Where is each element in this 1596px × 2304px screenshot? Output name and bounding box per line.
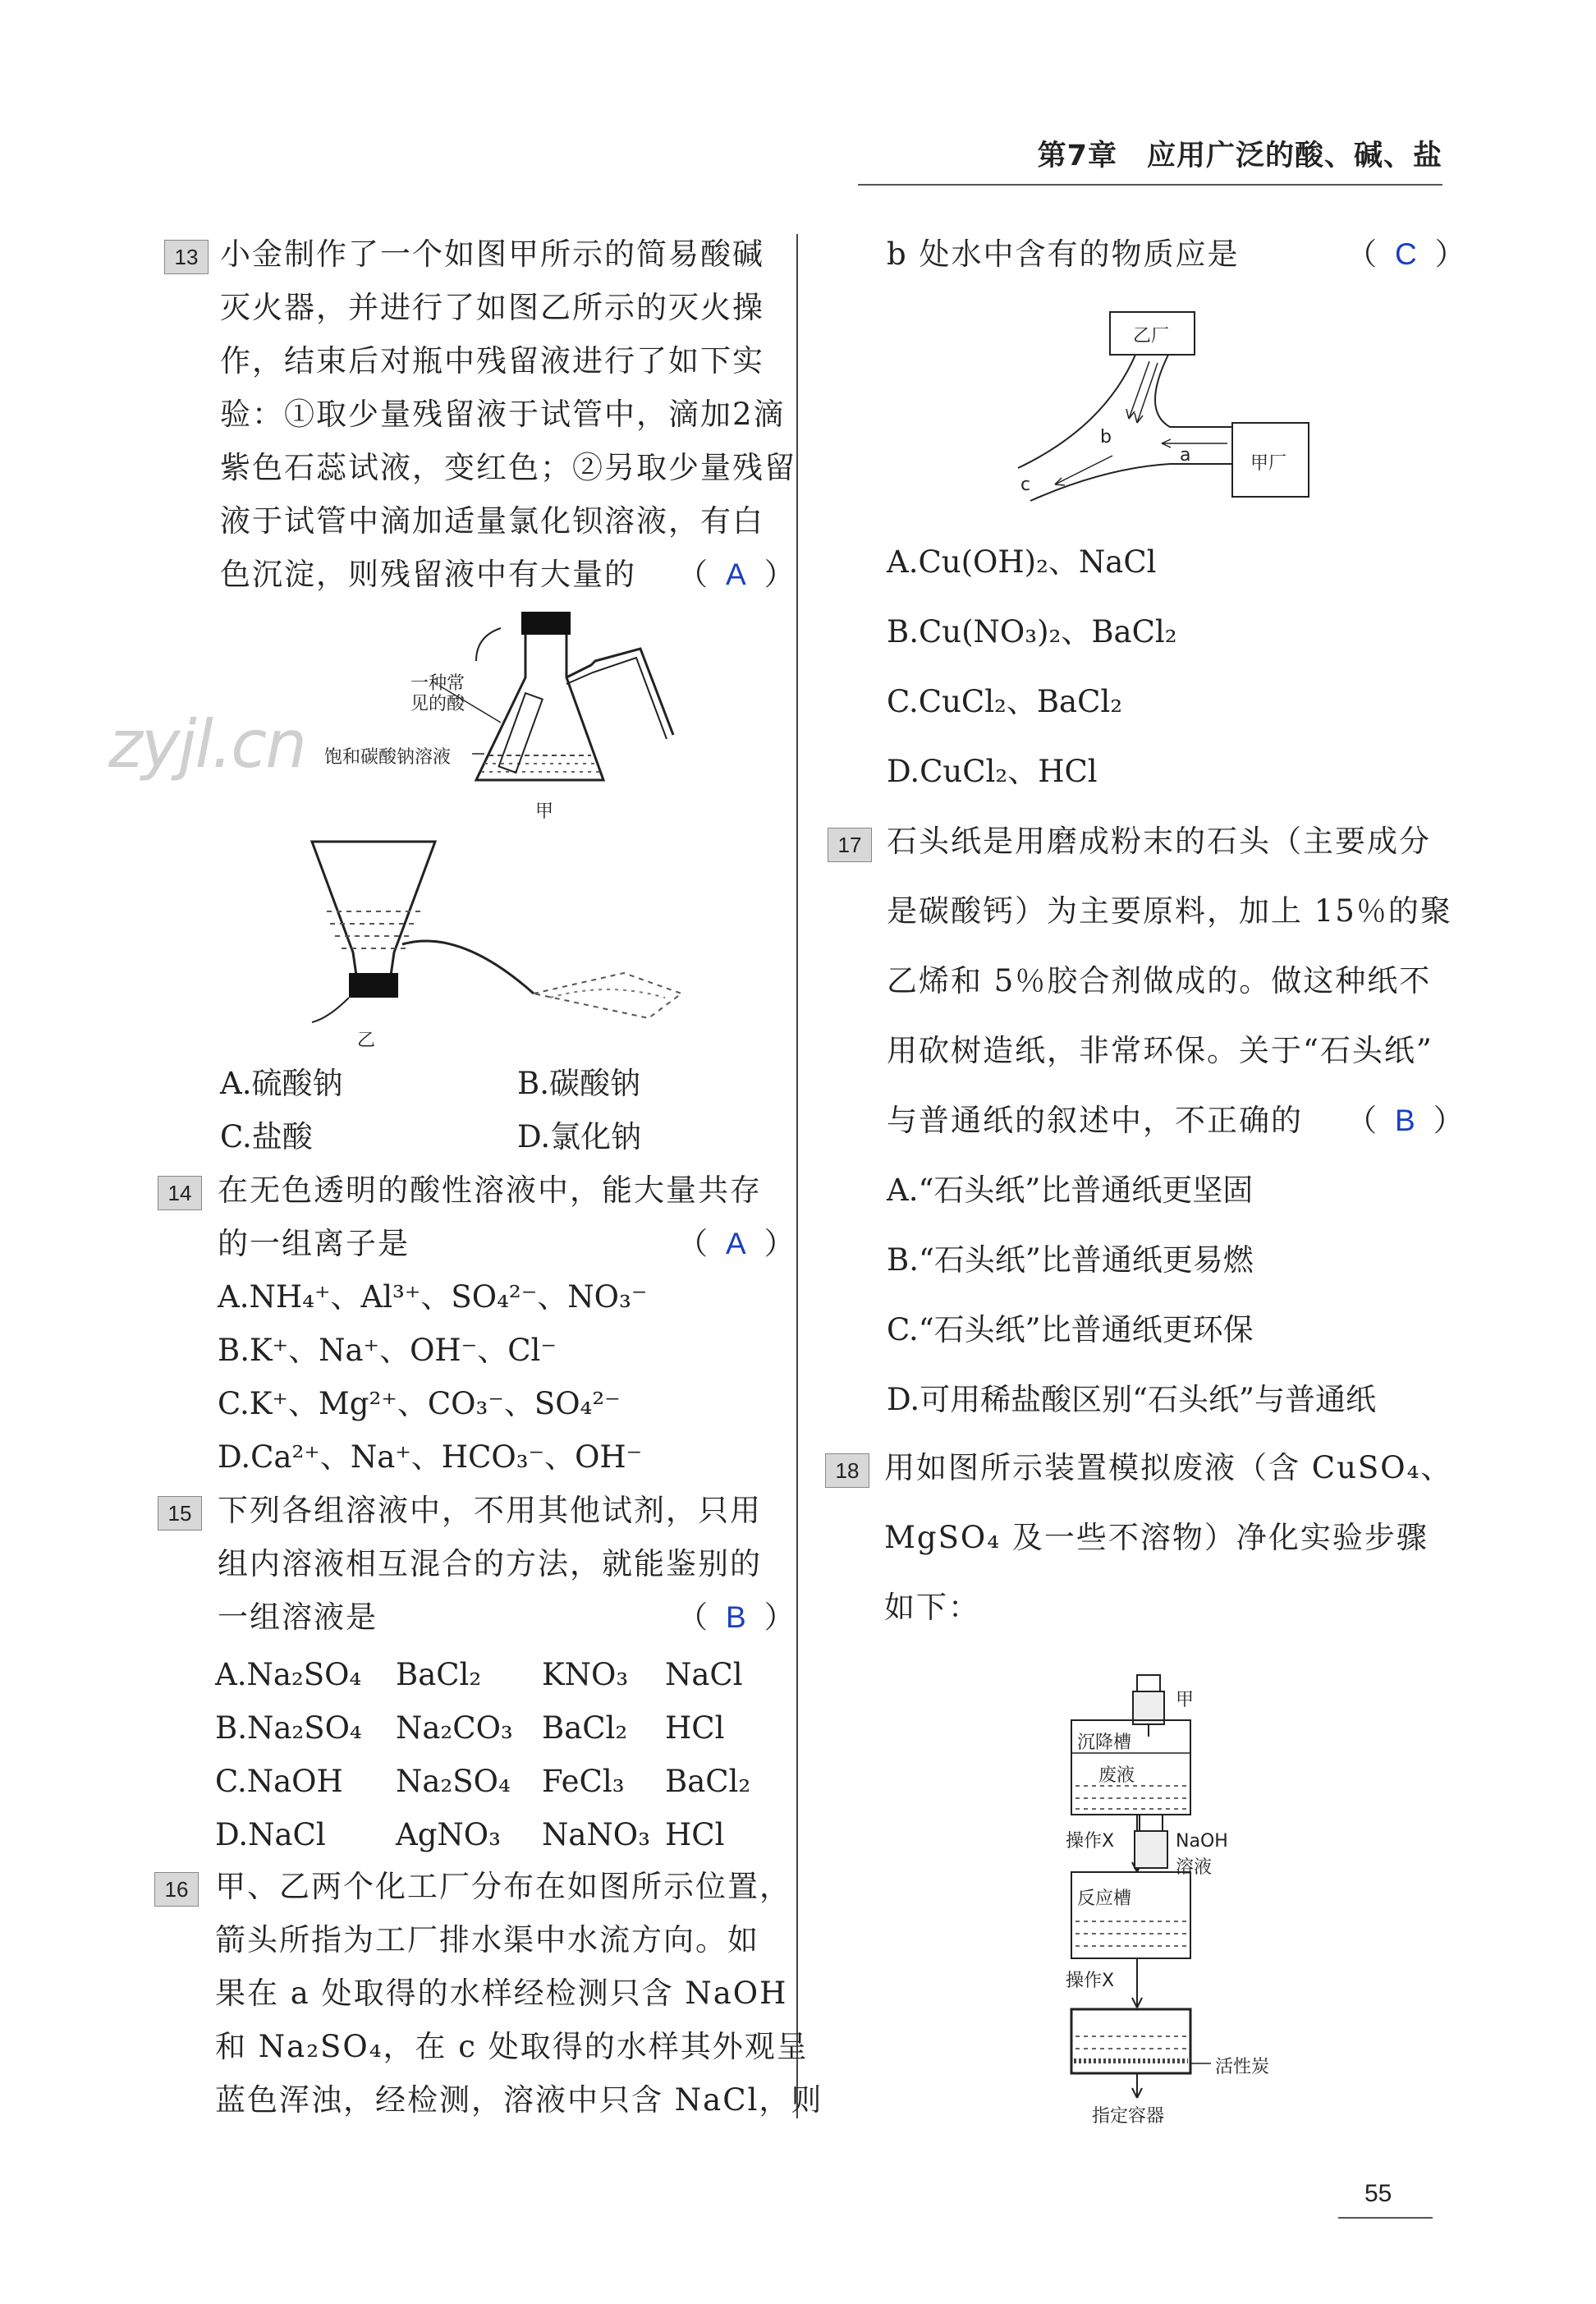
header-rule bbox=[858, 184, 1442, 186]
answer-bracket: （ B ） bbox=[1346, 1103, 1464, 1138]
option: D.CuCl₂、HCl bbox=[887, 754, 1098, 789]
factory-diagram bbox=[1006, 304, 1334, 509]
option: B.碳酸钠 bbox=[517, 1066, 640, 1101]
figure-caption: 甲 bbox=[535, 801, 554, 822]
column-divider bbox=[796, 234, 798, 2118]
question-number: 14 bbox=[158, 1176, 202, 1210]
question-number: 16 bbox=[154, 1872, 199, 1907]
page-number: 55 bbox=[1364, 2180, 1392, 2207]
label-container: 指定容器 bbox=[1092, 2106, 1165, 2127]
answer-bracket: （ C ） bbox=[1346, 236, 1465, 272]
label-settle-tank: 沉降槽 bbox=[1077, 1733, 1132, 1753]
question-text: 一组溶液是 bbox=[218, 1599, 378, 1635]
question-text: 的一组离子是 bbox=[218, 1226, 410, 1261]
option: A.Cu(OH)₂、NaCl bbox=[887, 544, 1157, 580]
option: C.“石头纸”比普通纸更环保 bbox=[887, 1312, 1254, 1347]
question-text: 与普通纸的叙述中，不正确的 bbox=[887, 1103, 1303, 1138]
figure-yi bbox=[296, 829, 706, 1059]
flask-diagram bbox=[312, 604, 690, 825]
option-cell: B.Na₂SO₄ bbox=[215, 1710, 362, 1746]
label-naoh: NaOH bbox=[1176, 1831, 1228, 1852]
answer-value: A bbox=[726, 558, 746, 591]
label-jia: 甲 bbox=[1176, 1690, 1195, 1710]
option-cell: NaCl bbox=[665, 1657, 743, 1692]
label-carbon: 活性炭 bbox=[1215, 2057, 1270, 2077]
answer-bracket: （ A ） bbox=[677, 1226, 795, 1261]
question-text: 色沉淀，则残留液中有大量的 bbox=[220, 557, 636, 592]
option: B.K⁺、Na⁺、OH⁻、Cl⁻ bbox=[218, 1333, 557, 1368]
option: D.Ca²⁺、Na⁺、HCO₃⁻、OH⁻ bbox=[218, 1439, 643, 1475]
question-text: 石头纸是用磨成粉末的石头（主要成分 bbox=[887, 824, 1431, 859]
question-text: 箭头所指为工厂排水渠中水流方向。如 bbox=[215, 1922, 759, 1957]
question-number: 13 bbox=[164, 240, 209, 274]
label-react-tank: 反应槽 bbox=[1077, 1889, 1132, 1909]
point-a-label: a bbox=[1180, 445, 1191, 466]
option-cell: HCl bbox=[665, 1710, 725, 1746]
answer-bracket: （ A ） bbox=[677, 557, 795, 592]
option-cell: BaCl₂ bbox=[542, 1710, 628, 1746]
footer-rule bbox=[1338, 2217, 1433, 2219]
option-cell: KNO₃ bbox=[542, 1657, 629, 1692]
option: B.Cu(NO₃)₂、BaCl₂ bbox=[887, 614, 1177, 649]
question-text: 组内溶液相互混合的方法，就能鉴别的 bbox=[218, 1546, 762, 1581]
question-text: 乙烯和 5％胶合剂做成的。做这种纸不 bbox=[887, 963, 1432, 998]
option-cell: FeCl₃ bbox=[542, 1764, 625, 1799]
question-text: 作，结束后对瓶中残留液进行了如下实 bbox=[220, 343, 764, 379]
page-header bbox=[858, 123, 1442, 189]
label-naoh-solution: 溶液 bbox=[1176, 1857, 1213, 1878]
option: A.“石头纸”比普通纸更坚固 bbox=[887, 1173, 1254, 1208]
option: D.可用稀盐酸区别“石头纸”与普通纸 bbox=[887, 1382, 1376, 1417]
answer-value: B bbox=[726, 1600, 746, 1634]
label-operation: 操作X bbox=[1066, 1831, 1115, 1852]
answer-value: B bbox=[1395, 1104, 1415, 1137]
label-solution: 饱和碳酸钠溶液 bbox=[324, 747, 452, 768]
purification-diagram bbox=[1059, 1663, 1305, 2127]
question-text: 甲、乙两个化工厂分布在如图所示位置， bbox=[215, 1869, 791, 1904]
chapter-title: 第7章 应用广泛的酸、碱、盐 bbox=[1037, 140, 1442, 172]
option: C.K⁺、Mg²⁺、CO₃⁻、SO₄²⁻ bbox=[218, 1386, 621, 1421]
watermark: zyjl.cn bbox=[108, 706, 305, 783]
option-cell: Na₂CO₃ bbox=[396, 1710, 513, 1746]
answer-value: A bbox=[726, 1227, 746, 1260]
question-text: 果在 a 处取得的水样经检测只含 NaOH bbox=[215, 1976, 788, 2011]
question-text: 紫色石蕊试液，变红色；②另取少量残留 bbox=[220, 450, 796, 485]
option-cell: BaCl₂ bbox=[396, 1657, 482, 1692]
question-text: 灭火器，并进行了如图乙所示的灭火操 bbox=[220, 290, 764, 325]
question-text: 小金制作了一个如图甲所示的简易酸碱 bbox=[220, 236, 764, 272]
answer-bracket: （ B ） bbox=[677, 1599, 795, 1635]
label-acid: 一种常 bbox=[410, 673, 466, 694]
question-text: 验：①取少量残留液于试管中，滴加2滴 bbox=[220, 397, 786, 432]
extinguisher-diagram bbox=[296, 829, 706, 1059]
question-text: 是碳酸钙）为主要原料，加上 15％的聚 bbox=[887, 893, 1452, 929]
option-cell: D.NaCl bbox=[215, 1817, 326, 1852]
option: B.“石头纸”比普通纸更易燃 bbox=[887, 1242, 1254, 1278]
question-number: 18 bbox=[825, 1453, 869, 1488]
label-waste: 废液 bbox=[1098, 1765, 1135, 1786]
question-text: 在无色透明的酸性溶液中，能大量共存 bbox=[218, 1173, 762, 1208]
figure-caption: 乙 bbox=[357, 1030, 376, 1051]
question-number: 17 bbox=[828, 828, 872, 862]
question-number: 15 bbox=[158, 1496, 202, 1531]
question-text: 下列各组溶液中，不用其他试剂，只用 bbox=[218, 1493, 762, 1528]
question-text: 用如图所示装置模拟废液（含 CuSO₄、 bbox=[884, 1450, 1453, 1485]
option-cell: Na₂SO₄ bbox=[396, 1764, 511, 1799]
label-acid: 见的酸 bbox=[410, 694, 466, 714]
option-cell: BaCl₂ bbox=[665, 1764, 751, 1799]
option: C.盐酸 bbox=[220, 1119, 313, 1154]
answer-value: C bbox=[1395, 237, 1417, 271]
label-operation: 操作X bbox=[1066, 1971, 1115, 1991]
question-text: 和 Na₂SO₄，在 c 处取得的水样其外观呈 bbox=[215, 2029, 809, 2064]
question-text: 蓝色浑浊，经检测，溶液中只含 NaCl，则 bbox=[215, 2082, 823, 2118]
option-cell: NaNO₃ bbox=[542, 1817, 650, 1852]
option-cell: AgNO₃ bbox=[396, 1817, 501, 1852]
question-text: MgSO₄ 及一些不溶物）净化实验步骤 bbox=[884, 1520, 1429, 1555]
question-text: b 处水中含有的物质应是 bbox=[887, 236, 1240, 272]
question-text: 液于试管中滴加适量氯化钡溶液，有白 bbox=[220, 503, 764, 539]
option: C.CuCl₂、BaCl₂ bbox=[887, 684, 1123, 719]
option: A.硫酸钠 bbox=[220, 1066, 343, 1101]
question-text: 用砍树造纸，非常环保。关于“石头纸” bbox=[887, 1033, 1433, 1068]
drainage-diagram bbox=[1006, 304, 1334, 509]
point-b-label: b bbox=[1100, 427, 1112, 447]
option: D.氯化钠 bbox=[517, 1119, 642, 1154]
option: A.NH₄⁺、Al³⁺、SO₄²⁻、NO₃⁻ bbox=[218, 1279, 648, 1315]
factory-yi-label: 乙厂 bbox=[1133, 326, 1170, 347]
question-text: 如下： bbox=[884, 1590, 980, 1625]
point-c-label: c bbox=[1020, 475, 1031, 495]
option-cell: HCl bbox=[665, 1817, 725, 1852]
option-cell: A.Na₂SO₄ bbox=[215, 1657, 362, 1692]
option-cell: C.NaOH bbox=[215, 1764, 343, 1799]
figure-jia bbox=[312, 604, 690, 825]
factory-jia-label: 甲厂 bbox=[1250, 453, 1287, 474]
